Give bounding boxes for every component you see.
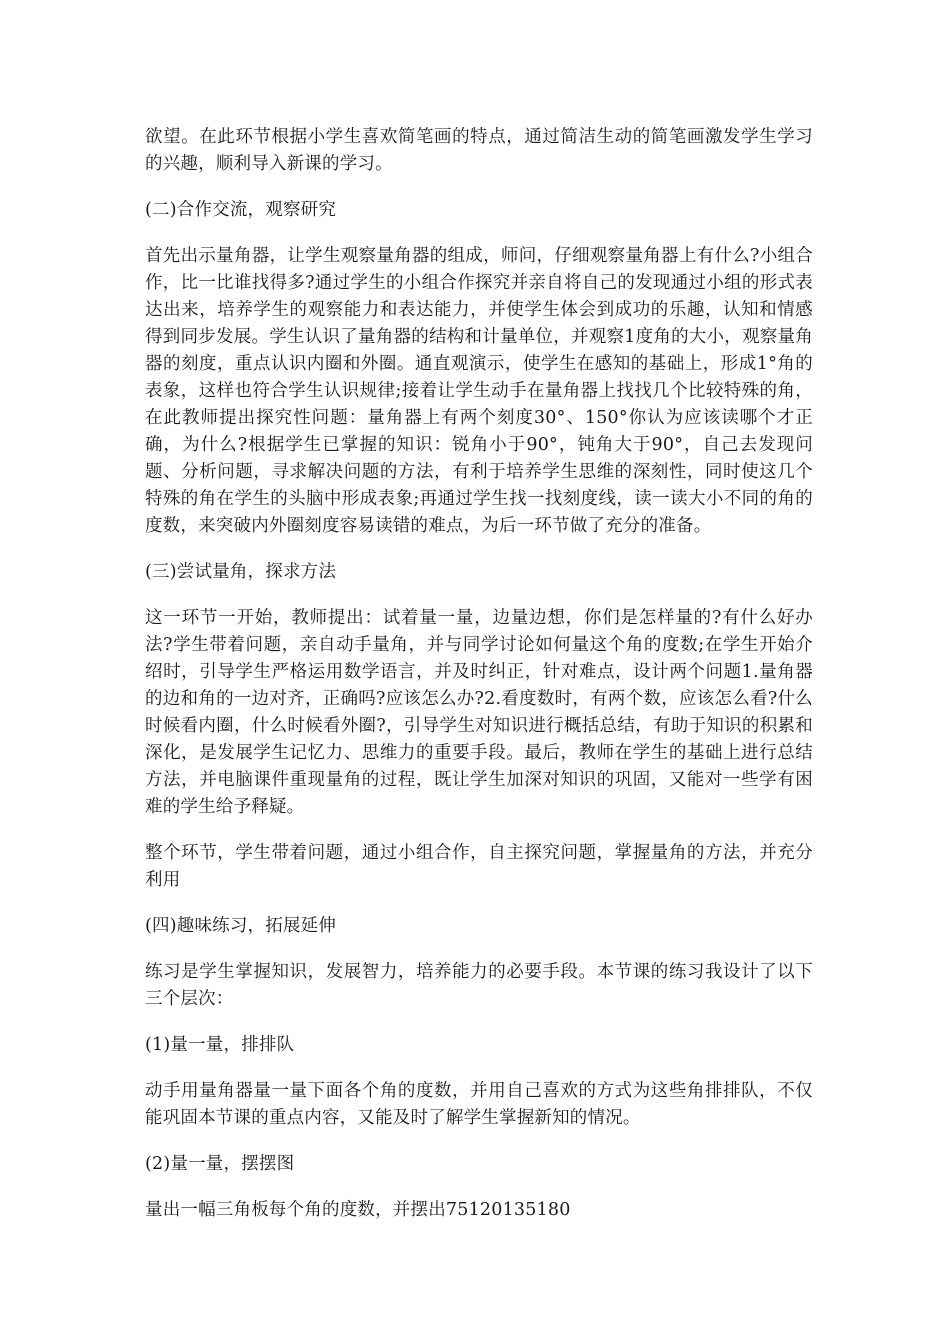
section-heading-cooperate-observe: (二)合作交流，观察研究	[145, 200, 337, 220]
paragraph-practice-intro: 练习是学生掌握知识，发展智力，培养能力的必要手段。本节课的练习我设计了以下三个层次：	[145, 962, 813, 1009]
subheading-measure-sort: (1)量一量，排排队	[145, 1035, 295, 1055]
paragraph-intro-ending: 欲望。在此环节根据小学生喜欢简笔画的特点，通过简洁生动的简笔画激发学生学习的兴趣，顺利导入新课的学习。	[145, 127, 813, 174]
section-heading-try-measure: (三)尝试量角，探求方法	[145, 562, 337, 582]
paragraph-protractor-observation: 首先出示量角器，让学生观察量角器的组成，师问，仔细观察量角器上有什么?小组合作，比一比谁找得多?通过学生的小组合作探究并亲自将自己的发现通过小组的形式表达出来，培养学生的观察能力和表达能力，并使学生体会到成功的乐趣，认知和情感得到同步发展。学生认识了量角器的结构和计量单位，并观察1度角的大小，观察量角器的刻度，重点认识内圈和外圈。通直观演示，使学生在感知的基础上，形成1°角的表象，这样也符合学生认识规律;接着让学生动手在量角器上找找几个比较特殊的角，在此教师提出探究性问题：量角器上有两个刻度30°、150°你认为应该读哪个才正确，为什么?根据学生已掌握的知识：锐角小于90°，钝角大于90°，自己去发现问题、分析问题，寻求解决问题的方法，有利于培养学生思维的深刻性，同时使这几个特殊的角在学生的头脑中形成表象;再通过学生找一找刻度线，读一读大小不同的角的度数，来突破内外圈刻度容易读错的难点，为后一环节做了充分的准备。	[145, 246, 813, 536]
document-page	[145, 124, 813, 1243]
paragraph-measure-method: 这一环节一开始，教师提出：试着量一量，边量边想，你们是怎样量的?有什么好办法?学生带着问题，亲自动手量角，并与同学讨论如何量这个角的度数;在学生开始介绍时，引导学生严格运用数学语言，并及时纠正，针对难点，设计两个问题1.量角器的边和角的一边对齐，正确吗?应该怎么办?2.看度数时，有两个数，应该怎么看?什么时候看内圈，什么时候看外圈?，引导学生对知识进行概括总结，有助于知识的积累和深化，是发展学生记忆力、思维力的重要手段。最后，教师在学生的基础上进行总结方法，并电脑课件重现量角的过程，既让学生加深对知识的巩固，又能对一些学有困难的学生给予释疑。	[145, 608, 813, 817]
paragraph-triangle-ruler: 量出一幅三角板每个角的度数，并摆出75120135180	[145, 1200, 571, 1220]
subheading-measure-arrange: (2)量一量，摆摆图	[145, 1154, 295, 1174]
paragraph-whole-segment: 整个环节，学生带着问题，通过小组合作，自主探究问题，掌握量角的方法，并充分利用	[145, 843, 813, 890]
section-heading-practice-extend: (四)趣味练习，拓展延伸	[145, 916, 337, 936]
paragraph-measure-sort: 动手用量角器量一量下面各个角的度数，并用自己喜欢的方式为这些角排排队，不仅能巩固本节课的重点内容，又能及时了解学生掌握新知的情况。	[145, 1081, 813, 1128]
